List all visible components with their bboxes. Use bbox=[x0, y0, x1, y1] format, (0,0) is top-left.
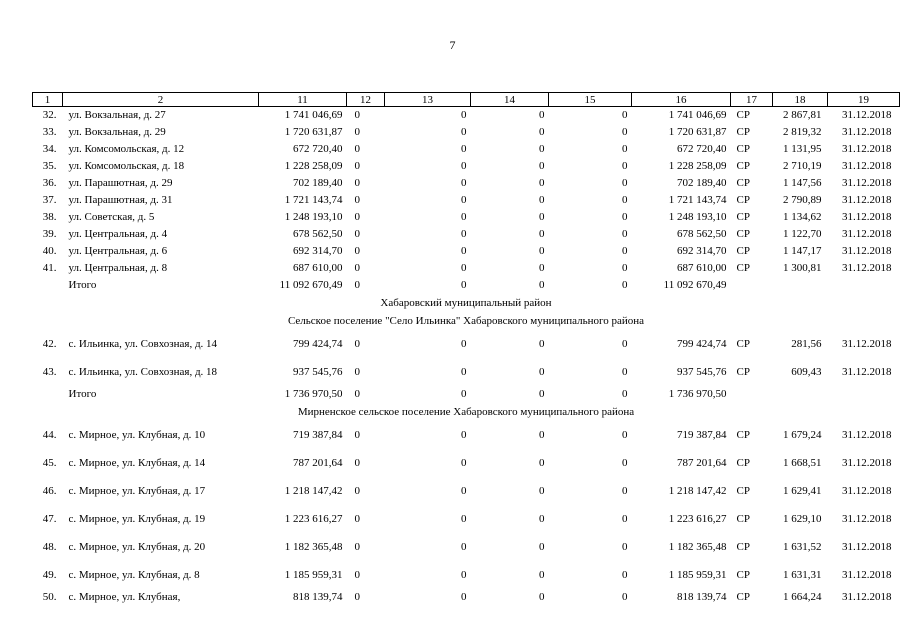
table-cell: 47. bbox=[42, 512, 57, 525]
table-cell: 0 bbox=[461, 194, 467, 206]
table-cell: 31.12.2018 bbox=[842, 194, 892, 206]
table-cell: 0 bbox=[354, 568, 360, 581]
table-cell: СР bbox=[736, 211, 750, 223]
table-cell: 0 bbox=[461, 512, 467, 525]
table-cell: 0 bbox=[622, 365, 628, 378]
table-cell: 0 bbox=[539, 428, 545, 441]
table-cell: 31.12.2018 bbox=[842, 126, 892, 138]
column-header: 13 bbox=[385, 93, 471, 107]
table-cell: 0 bbox=[354, 228, 360, 240]
table-cell: 0 bbox=[461, 245, 467, 257]
table-cell: 0 bbox=[622, 177, 628, 189]
table-cell: 0 bbox=[622, 262, 628, 274]
table-cell: 1 122,70 bbox=[783, 228, 822, 240]
table-cell: 0 bbox=[539, 388, 545, 400]
table-cell: ул. Центральная, д. 8 bbox=[68, 262, 168, 274]
section-heading-row bbox=[33, 312, 900, 330]
table-cell: 31.12.2018 bbox=[842, 337, 892, 350]
column-header: 17 bbox=[731, 93, 773, 107]
table-cell: 0 bbox=[539, 456, 545, 469]
table-cell: 787 201,64 bbox=[293, 456, 343, 469]
table-row bbox=[33, 358, 900, 386]
table-row bbox=[33, 243, 900, 260]
table-cell: 0 bbox=[622, 143, 628, 155]
table-cell: 787 201,64 bbox=[677, 456, 727, 469]
table-cell: 0 bbox=[354, 591, 360, 603]
table-cell: с. Мирное, ул. Клубная, д. 20 bbox=[68, 541, 206, 553]
table-row bbox=[33, 192, 900, 209]
table-cell: 672 720,40 bbox=[293, 143, 343, 155]
table-cell: 0 bbox=[354, 143, 360, 155]
table-cell: 0 bbox=[622, 388, 628, 400]
table-cell: 0 bbox=[539, 143, 545, 155]
table-cell: 0 bbox=[354, 262, 360, 274]
table-cell: 31.12.2018 bbox=[842, 365, 892, 378]
table-cell: 0 bbox=[354, 279, 360, 291]
table-cell bbox=[33, 277, 63, 294]
column-header: 12 bbox=[347, 93, 385, 107]
table-cell: 1 679,24 bbox=[783, 428, 822, 441]
total-row bbox=[33, 386, 900, 403]
table-cell: 31.12.2018 bbox=[842, 109, 892, 121]
table-cell: СР bbox=[736, 456, 750, 469]
table-cell: с. Ильинка, ул. Совхозная, д. 14 bbox=[68, 338, 218, 350]
table-cell: 0 bbox=[461, 126, 467, 138]
table-cell: 0 bbox=[354, 245, 360, 257]
table-cell: ул. Комсомольская, д. 18 bbox=[68, 160, 185, 172]
table-cell: 719 387,84 bbox=[677, 428, 727, 441]
table-cell: 34. bbox=[42, 143, 57, 155]
column-header: 16 bbox=[632, 93, 731, 107]
table-cell: СР bbox=[736, 177, 750, 189]
table-cell: 0 bbox=[461, 456, 467, 469]
table-cell: 0 bbox=[461, 568, 467, 581]
table-cell: с. Мирное, ул. Клубная, д. 8 bbox=[68, 569, 200, 581]
table-cell: СР bbox=[736, 365, 750, 378]
table-cell: 1 720 631,87 bbox=[284, 126, 343, 138]
table-cell: СР bbox=[736, 512, 750, 525]
table-cell: 1 631,31 bbox=[783, 568, 822, 581]
table-row bbox=[33, 477, 900, 505]
table-cell: 0 bbox=[539, 262, 545, 274]
table-cell bbox=[731, 277, 773, 294]
table-cell: 799 424,74 bbox=[293, 337, 343, 350]
table-cell: 2 867,81 bbox=[783, 109, 822, 121]
section-heading: Хабаровский муниципальный район bbox=[380, 296, 552, 309]
column-header: 1 bbox=[33, 93, 63, 107]
table-cell: СР bbox=[736, 126, 750, 138]
table-cell: 1 134,62 bbox=[783, 211, 822, 223]
table-cell: 1 741 046,69 bbox=[668, 109, 727, 121]
table-cell: СР bbox=[736, 228, 750, 240]
section-heading: Мирненское сельское поселение Хабаровского муниципального района bbox=[297, 405, 635, 418]
table-cell: СР bbox=[736, 143, 750, 155]
column-header: 14 bbox=[471, 93, 549, 107]
table-cell: 0 bbox=[622, 568, 628, 581]
table-cell: 11 092 670,49 bbox=[663, 279, 727, 291]
table-cell: 1 223 616,27 bbox=[668, 512, 727, 525]
table-cell: 31.12.2018 bbox=[842, 177, 892, 189]
table-cell: 0 bbox=[461, 388, 467, 400]
table-row bbox=[33, 226, 900, 243]
table-cell: 0 bbox=[354, 160, 360, 172]
table-cell: ул. Комсомольская, д. 12 bbox=[68, 143, 185, 155]
table-cell: 0 bbox=[539, 109, 545, 121]
column-header: 11 bbox=[259, 93, 347, 107]
table-row bbox=[33, 124, 900, 141]
table-cell: 0 bbox=[354, 512, 360, 525]
table-cell: 1 248 193,10 bbox=[284, 211, 343, 223]
table-cell: 2 819,32 bbox=[783, 126, 822, 138]
table-cell: 0 bbox=[461, 540, 467, 553]
total-row bbox=[33, 277, 900, 294]
table-cell: 35. bbox=[42, 160, 57, 172]
table-cell: 0 bbox=[539, 591, 545, 603]
table-cell: 0 bbox=[354, 365, 360, 378]
table-cell: 0 bbox=[622, 591, 628, 603]
table-cell: 31.12.2018 bbox=[842, 143, 892, 155]
table-cell: 1 721 143,74 bbox=[284, 194, 343, 206]
table-cell: 1 182 365,48 bbox=[668, 540, 727, 553]
table-cell: 672 720,40 bbox=[677, 143, 727, 155]
table-cell: 0 bbox=[461, 591, 467, 603]
table-row bbox=[33, 175, 900, 192]
table-cell: 1 218 147,42 bbox=[284, 484, 343, 497]
table-cell: 31.12.2018 bbox=[842, 262, 892, 274]
table-cell: 0 bbox=[622, 211, 628, 223]
table-cell: 32. bbox=[42, 109, 57, 121]
table-cell bbox=[773, 277, 828, 294]
table-cell bbox=[828, 386, 900, 403]
table-cell: ул. Парашютная, д. 31 bbox=[68, 194, 173, 206]
table-cell: 609,43 bbox=[791, 365, 822, 378]
table-cell: 0 bbox=[539, 512, 545, 525]
table-cell: 0 bbox=[539, 484, 545, 497]
table-cell: 42. bbox=[42, 337, 57, 350]
table-cell: 0 bbox=[622, 540, 628, 553]
page-number: 7 bbox=[449, 38, 456, 52]
table-cell: 36. bbox=[42, 177, 57, 189]
table-cell: ул. Вокзальная, д. 27 bbox=[68, 109, 166, 121]
table-cell: 0 bbox=[354, 456, 360, 469]
table-cell: 0 bbox=[461, 211, 467, 223]
table-cell: 31.12.2018 bbox=[842, 484, 892, 497]
table-cell: 0 bbox=[354, 211, 360, 223]
table-cell: 2 790,89 bbox=[783, 194, 822, 206]
table-cell: 37. bbox=[42, 194, 57, 206]
table-cell: 1 223 616,27 bbox=[284, 512, 343, 525]
table-cell: 1 182 365,48 bbox=[284, 540, 343, 553]
table-cell: 1 131,95 bbox=[783, 143, 822, 155]
table-cell: 1 185 959,31 bbox=[668, 568, 727, 581]
table-cell: 0 bbox=[354, 177, 360, 189]
table-cell: 0 bbox=[354, 126, 360, 138]
table-cell: 702 189,40 bbox=[293, 177, 343, 189]
table-cell: 40. bbox=[42, 245, 57, 257]
table-cell bbox=[33, 386, 63, 403]
table-row bbox=[33, 449, 900, 477]
table-cell: 702 189,40 bbox=[677, 177, 727, 189]
table-cell: 1 300,81 bbox=[783, 262, 822, 274]
table-cell: 1 248 193,10 bbox=[668, 211, 727, 223]
table-cell: 2 710,19 bbox=[783, 160, 822, 172]
table-cell: 0 bbox=[622, 428, 628, 441]
table-cell: 39. bbox=[42, 228, 57, 240]
table-cell: 937 545,76 bbox=[293, 365, 343, 378]
table-row bbox=[33, 330, 900, 358]
table-cell: СР bbox=[736, 337, 750, 350]
table-cell: Итого bbox=[68, 388, 97, 400]
table-row bbox=[33, 209, 900, 226]
table-cell: 0 bbox=[539, 568, 545, 581]
table-cell: 11 092 670,49 bbox=[279, 279, 343, 291]
table-cell: 0 bbox=[539, 228, 545, 240]
table-cell: ул. Советская, д. 5 bbox=[68, 211, 155, 223]
table-cell: 0 bbox=[354, 428, 360, 441]
table-cell: 31.12.2018 bbox=[842, 428, 892, 441]
table-cell: 0 bbox=[461, 177, 467, 189]
table-cell: 0 bbox=[539, 337, 545, 350]
register-table bbox=[32, 92, 900, 606]
table-cell: 31.12.2018 bbox=[842, 568, 892, 581]
table-cell: 1 147,56 bbox=[783, 177, 822, 189]
table-cell: 1 147,17 bbox=[783, 245, 822, 257]
table-cell: с. Мирное, ул. Клубная, д. 19 bbox=[68, 513, 206, 525]
table-cell: 0 bbox=[539, 126, 545, 138]
table-cell: 0 bbox=[622, 194, 628, 206]
table-cell: 0 bbox=[539, 160, 545, 172]
table-cell: 0 bbox=[539, 245, 545, 257]
table-cell: 799 424,74 bbox=[677, 337, 727, 350]
table-cell: 0 bbox=[461, 262, 467, 274]
table-cell: 1 629,10 bbox=[783, 512, 822, 525]
table-cell: 44. bbox=[42, 428, 57, 441]
table-cell: 1 228 258,09 bbox=[284, 160, 343, 172]
table-cell: с. Мирное, ул. Клубная, д. 14 bbox=[68, 457, 206, 469]
table-cell: 31.12.2018 bbox=[842, 540, 892, 553]
table-cell: с. Мирное, ул. Клубная, д. 17 bbox=[68, 485, 206, 497]
table-cell: ул. Вокзальная, д. 29 bbox=[68, 126, 166, 138]
table-cell: 0 bbox=[461, 484, 467, 497]
table-cell: 1 218 147,42 bbox=[668, 484, 727, 497]
table-cell: 0 bbox=[539, 540, 545, 553]
table-cell: 48. bbox=[42, 540, 57, 553]
table-cell: 31.12.2018 bbox=[842, 160, 892, 172]
table-cell: 31.12.2018 bbox=[842, 591, 892, 603]
table-cell: 0 bbox=[622, 279, 628, 291]
table-cell: с. Мирное, ул. Клубная, bbox=[68, 591, 181, 603]
table-row bbox=[33, 505, 900, 533]
table-cell: 1 185 959,31 bbox=[284, 568, 343, 581]
table-cell: 678 562,50 bbox=[293, 228, 343, 240]
table-cell: СР bbox=[736, 428, 750, 441]
table-row bbox=[33, 260, 900, 277]
table-cell: СР bbox=[736, 160, 750, 172]
section-heading: Сельское поселение "Село Ильинка" Хабаровского муниципального района bbox=[287, 314, 645, 327]
table-cell: 678 562,50 bbox=[677, 228, 727, 240]
table-cell: 1 668,51 bbox=[783, 456, 822, 469]
section-heading-row bbox=[33, 294, 900, 312]
table-cell: 1 736 970,50 bbox=[668, 388, 727, 400]
table-cell: 0 bbox=[622, 484, 628, 497]
table-cell: 31.12.2018 bbox=[842, 456, 892, 469]
table-cell: 719 387,84 bbox=[293, 428, 343, 441]
table-cell: СР bbox=[736, 568, 750, 581]
table-cell: 41. bbox=[42, 262, 57, 274]
table-row bbox=[33, 158, 900, 175]
table-cell: 0 bbox=[354, 540, 360, 553]
table-cell: 0 bbox=[461, 337, 467, 350]
section-heading-row bbox=[33, 403, 900, 421]
table-cell: 31.12.2018 bbox=[842, 245, 892, 257]
table-cell: 0 bbox=[354, 388, 360, 400]
table-row bbox=[33, 107, 900, 125]
table-cell: 692 314,70 bbox=[677, 245, 727, 257]
table-cell: 0 bbox=[622, 109, 628, 121]
table-cell: 0 bbox=[461, 228, 467, 240]
table-cell: 0 bbox=[539, 177, 545, 189]
table-cell: 31.12.2018 bbox=[842, 512, 892, 525]
table-cell: 281,56 bbox=[791, 337, 822, 350]
table-cell: 43. bbox=[42, 365, 57, 378]
table-row bbox=[33, 141, 900, 158]
table-cell: 0 bbox=[539, 365, 545, 378]
table-cell: СР bbox=[736, 245, 750, 257]
table-cell: 0 bbox=[461, 428, 467, 441]
table-row bbox=[33, 533, 900, 561]
table-cell: 1 228 258,09 bbox=[668, 160, 727, 172]
table-cell: Итого bbox=[68, 279, 97, 291]
table-cell: 0 bbox=[461, 365, 467, 378]
table-cell: 38. bbox=[42, 211, 57, 223]
table-cell bbox=[731, 386, 773, 403]
table-cell: СР bbox=[736, 109, 750, 121]
table-cell: 692 314,70 bbox=[293, 245, 343, 257]
column-header: 15 bbox=[549, 93, 632, 107]
table-cell: 31.12.2018 bbox=[842, 211, 892, 223]
table-cell: 1 664,24 bbox=[783, 591, 822, 603]
table-cell: 0 bbox=[622, 245, 628, 257]
table-cell: СР bbox=[736, 540, 750, 553]
table-cell: 0 bbox=[539, 194, 545, 206]
table-cell: ул. Центральная, д. 4 bbox=[68, 228, 168, 240]
table-cell: ул. Парашютная, д. 29 bbox=[68, 177, 173, 189]
table-cell: 0 bbox=[622, 126, 628, 138]
table-cell: 1 721 143,74 bbox=[668, 194, 727, 206]
table-cell: с. Мирное, ул. Клубная, д. 10 bbox=[68, 429, 206, 441]
table-cell: 818 139,74 bbox=[677, 591, 727, 603]
table-cell: 46. bbox=[42, 484, 57, 497]
table-cell: 0 bbox=[622, 160, 628, 172]
table-header-row bbox=[33, 93, 900, 107]
table-cell: 0 bbox=[461, 160, 467, 172]
table-cell: 49. bbox=[42, 568, 57, 581]
column-header: 18 bbox=[773, 93, 828, 107]
table-cell: СР bbox=[736, 591, 750, 603]
table-cell: 687 610,00 bbox=[293, 262, 343, 274]
table-cell: 0 bbox=[539, 279, 545, 291]
table-cell: 0 bbox=[461, 109, 467, 121]
table-cell: 687 610,00 bbox=[677, 262, 727, 274]
table-cell: 1 720 631,87 bbox=[668, 126, 727, 138]
table-cell: 0 bbox=[354, 337, 360, 350]
table-cell: 0 bbox=[622, 337, 628, 350]
table-cell: 31.12.2018 bbox=[842, 228, 892, 240]
table-row bbox=[33, 589, 900, 606]
table-cell: 0 bbox=[461, 143, 467, 155]
table-cell bbox=[773, 386, 828, 403]
table-cell: 1 736 970,50 bbox=[284, 388, 343, 400]
column-header: 19 bbox=[828, 93, 900, 107]
table-cell: 0 bbox=[622, 512, 628, 525]
table-cell: 818 139,74 bbox=[293, 591, 343, 603]
table-cell: с. Ильинка, ул. Совхозная, д. 18 bbox=[68, 366, 218, 378]
table-cell: 50. bbox=[42, 591, 57, 603]
table-cell: 0 bbox=[622, 456, 628, 469]
table-cell: 0 bbox=[354, 484, 360, 497]
table-cell: 0 bbox=[622, 228, 628, 240]
table-row bbox=[33, 561, 900, 589]
table-cell: 0 bbox=[354, 109, 360, 121]
table-cell: СР bbox=[736, 484, 750, 497]
table-cell: 937 545,76 bbox=[677, 365, 727, 378]
table-cell: СР bbox=[736, 194, 750, 206]
table-cell: 33. bbox=[42, 126, 57, 138]
table-cell: ул. Центральная, д. 6 bbox=[68, 245, 168, 257]
table-cell: СР bbox=[736, 262, 750, 274]
table-cell: 1 631,52 bbox=[783, 540, 822, 553]
table-cell: 0 bbox=[461, 279, 467, 291]
table-row bbox=[33, 421, 900, 449]
table-cell bbox=[828, 277, 900, 294]
table-cell: 1 629,41 bbox=[783, 484, 822, 497]
table-cell: 0 bbox=[539, 211, 545, 223]
column-header: 2 bbox=[63, 93, 259, 107]
table-cell: 45. bbox=[42, 456, 57, 469]
table-cell: 1 741 046,69 bbox=[284, 109, 343, 121]
table-cell: 0 bbox=[354, 194, 360, 206]
